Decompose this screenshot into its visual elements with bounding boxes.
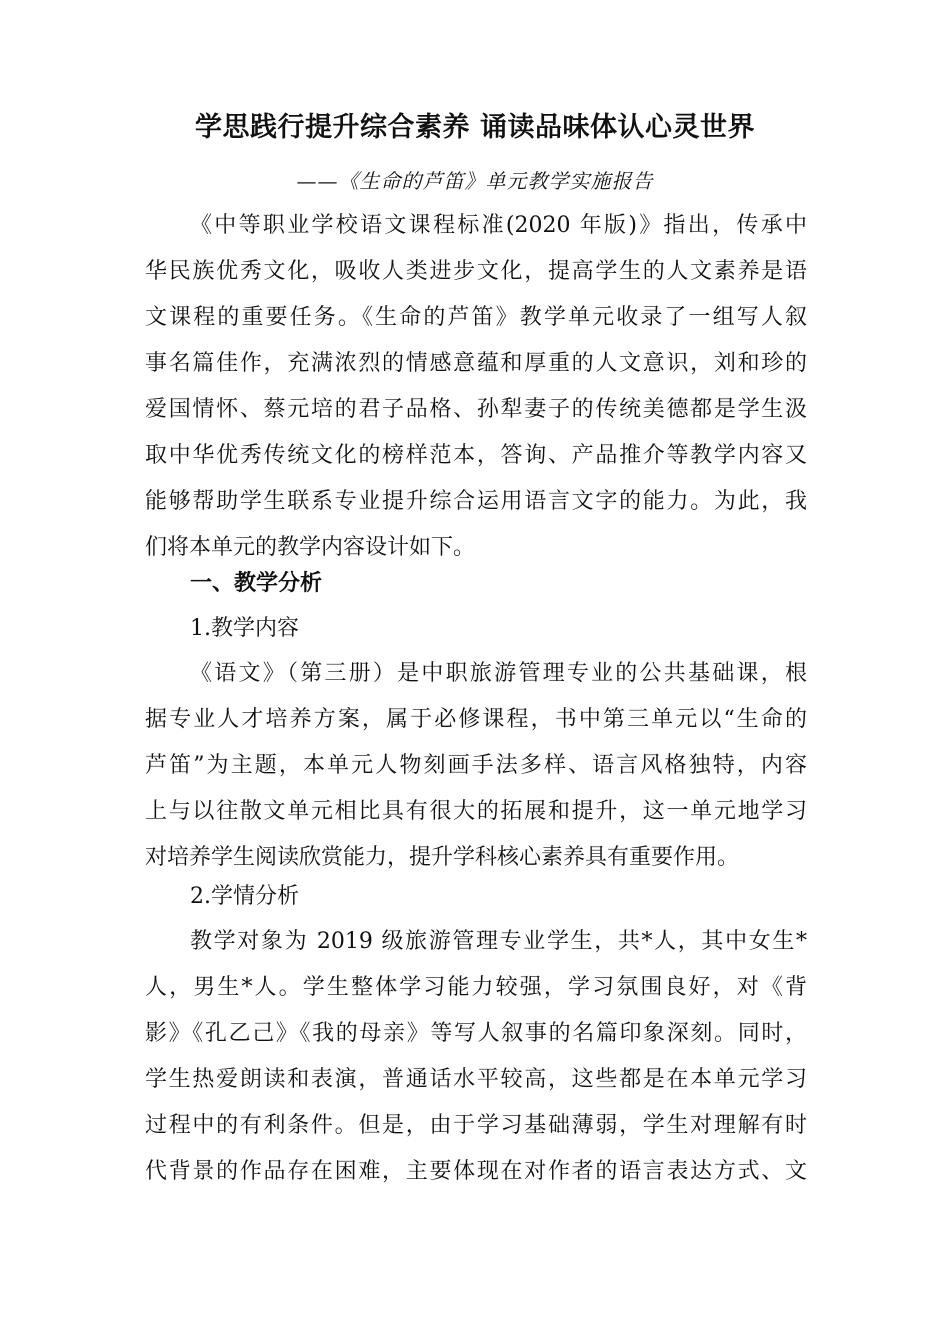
paragraph-line: 代背景的作品存在困难，主要体现在对作者的语言表达方式、文 [145,1159,807,1184]
paragraph-line: 学生热爱朗读和表演，普通话水平较高，这些都是在本单元学习 [145,1067,807,1092]
subsection-heading: 1.教学内容 [190,616,299,641]
paragraph-line: 《语文》（第三册）是中职旅游管理专业的公共基础课，根 [190,661,807,686]
intro-line: 取中华优秀传统文化的榜样范本，答询、产品推介等教学内容又 [145,443,807,468]
intro-line: 们将本单元的教学内容设计如下。 [145,535,476,560]
section-heading: 一、教学分析 [190,571,323,596]
paragraph-line: 芦笛”为主题，本单元人物刻画手法多样、语言风格独特，内容 [145,753,807,778]
intro-line: 华民族优秀文化，吸收人类进步文化，提高学生的人文素养是语 [145,259,807,284]
intro-line: 能够帮助学生联系专业提升综合运用语言文字的能力。为此，我 [145,489,807,514]
paragraph-line: 人，男生*人。学生整体学习能力较强，学习氛围良好，对《背 [145,975,807,1000]
intro-line: 文课程的重要任务。《生命的芦笛》教学单元收录了一组写人叙 [145,305,807,330]
paragraph-line: 对培养学生阅读欣赏能力，提升学科核心素养具有重要作用。 [145,845,740,870]
paragraph-line: 影》《孔乙己》《我的母亲》等写人叙事的名篇印象深刻。同时， [145,1021,807,1046]
intro-line: 事名篇佳作，充满浓烈的情感意蕴和厚重的人文意识，刘和珍的 [145,351,807,376]
document-subtitle: ——《生命的芦笛》单元教学实施报告 [296,169,654,193]
paragraph-line: 上与以往散文单元相比具有很大的拓展和提升，这一单元地学习 [145,799,807,824]
paragraph-line: 过程中的有利条件。但是，由于学习基础薄弱，学生对理解有时 [145,1113,807,1138]
document-title: 学思践行提升综合素养 诵读品味体认心灵世界 [195,112,755,143]
paragraph-line: 据专业人才培养方案，属于必修课程，书中第三单元以“生命的 [145,707,807,732]
subsection-heading: 2.学情分析 [190,884,299,909]
intro-line: 爱国情怀、蔡元培的君子品格、孙犁妻子的传统美德都是学生汲 [145,397,807,422]
paragraph-line: 教学对象为 2019 级旅游管理专业学生，共*人，其中女生* [190,929,807,954]
intro-line: 《中等职业学校语文课程标准(2020 年版)》指出，传承中 [190,213,807,238]
